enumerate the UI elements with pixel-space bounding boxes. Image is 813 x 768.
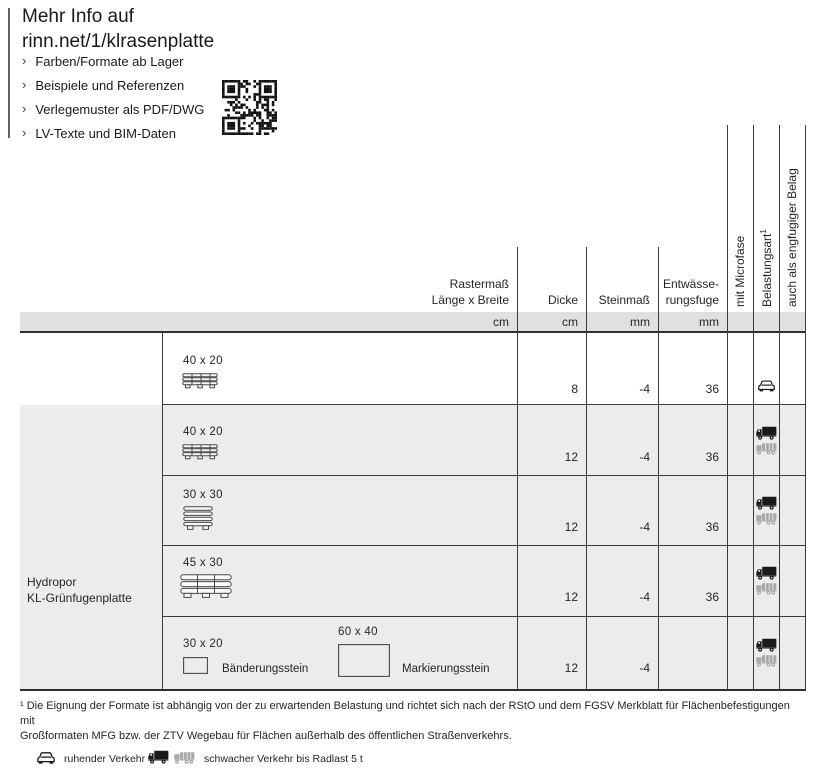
col-header-belastungsart bbox=[759, 229, 774, 307]
grass-grid-plate-icon bbox=[182, 373, 218, 389]
col-header-steinmass: Steinmaß bbox=[598, 293, 650, 307]
unit-rastermass: cm bbox=[493, 315, 509, 329]
truck-icon bbox=[756, 566, 777, 580]
format-label: 60 x 40 bbox=[338, 626, 378, 638]
qr-code bbox=[222, 80, 277, 135]
format-label: 45 x 30 bbox=[183, 557, 223, 569]
table-group-background bbox=[20, 405, 806, 689]
footnote-line1: ¹ Die Eignung der Formate ist abhängig von der zu erwartenden Belastung und richtet sich nach der RStO und dem FGSV Merkblatt für Flächenbefestigungen mit bbox=[20, 700, 790, 727]
chevron-right-icon: › bbox=[22, 101, 27, 116]
grass-grid-plate-icon bbox=[180, 574, 232, 602]
entwaesserungsfuge-value: 36 bbox=[705, 520, 719, 534]
stone-name: Markierungsstein bbox=[402, 663, 490, 675]
col-header-entwaesserungsfuge: Entwässe- bbox=[662, 277, 719, 291]
grass-grid-plate-icon bbox=[182, 444, 218, 460]
format-label: 30 x 20 bbox=[183, 638, 223, 650]
truck-gray-icon bbox=[174, 751, 195, 764]
info-accent-bar bbox=[8, 8, 10, 138]
steinmass-value: -4 bbox=[639, 450, 650, 464]
stone-name: Bänderungsstein bbox=[222, 663, 309, 675]
info-link-label: Beispiele und Referenzen bbox=[35, 78, 185, 93]
col-header-dicke: Dicke bbox=[547, 293, 578, 307]
chevron-right-icon: › bbox=[22, 77, 27, 92]
dicke-value: 12 bbox=[564, 661, 578, 675]
truck-icon bbox=[756, 638, 777, 652]
info-link-beispiele[interactable] bbox=[22, 77, 184, 94]
info-link-farben[interactable] bbox=[22, 53, 183, 70]
column-rule bbox=[727, 125, 728, 689]
car-icon bbox=[757, 379, 776, 393]
info-link-lvtexte[interactable] bbox=[22, 125, 176, 142]
truck-gray-icon bbox=[756, 442, 777, 455]
legend-label-ruhender-verkehr: ruhender Verkehr bbox=[64, 753, 146, 765]
info-link-label: Verlegemuster als PDF/DWG bbox=[35, 102, 205, 117]
column-rule bbox=[162, 333, 163, 689]
column-rule bbox=[753, 125, 754, 689]
footnote bbox=[20, 699, 806, 744]
legend-label-schwacher-verkehr: schwacher Verkehr bis Radlast 5 t bbox=[204, 753, 363, 765]
chevron-right-icon: › bbox=[22, 125, 27, 140]
footnote-line2: Großformaten MFG bzw. der ZTV Wegebau für Flächen außerhalb des öffentlichen Straßenverkehrs. bbox=[20, 730, 512, 742]
row-separator bbox=[162, 545, 806, 546]
format-label: 30 x 30 bbox=[183, 489, 223, 501]
steinmass-value: -4 bbox=[639, 661, 650, 675]
group-label-line1: Hydropor bbox=[27, 575, 77, 589]
info-title: Mehr Info auf bbox=[22, 6, 134, 27]
truck-icon bbox=[148, 750, 169, 764]
truck-icon bbox=[756, 496, 777, 510]
dicke-value: 12 bbox=[564, 590, 578, 604]
entwaesserungsfuge-value: 36 bbox=[705, 590, 719, 604]
col-header-mit-microfase: mit Microfase bbox=[733, 235, 747, 307]
col-header-rastermass-sub: Länge x Breite bbox=[431, 293, 509, 307]
dicke-value: 12 bbox=[564, 450, 578, 464]
col-header-engfugiger-belag: auch als engfugiger Belag bbox=[785, 168, 799, 307]
table-bottom-rule bbox=[20, 689, 806, 691]
belastungsart-footnote-marker: 1 bbox=[759, 229, 768, 234]
truck-icon bbox=[756, 426, 777, 440]
format-label: 40 x 20 bbox=[183, 426, 223, 438]
stone-rect-icon bbox=[183, 657, 208, 674]
column-rule bbox=[805, 125, 806, 689]
unit-entwaesserungsfuge: mm bbox=[699, 315, 719, 329]
info-link-label: Farben/Formate ab Lager bbox=[35, 54, 184, 69]
table-header-rule bbox=[20, 331, 806, 333]
info-url-link[interactable]: rinn.net/1/klrasenplatte bbox=[22, 31, 215, 52]
dicke-value: 12 bbox=[564, 520, 578, 534]
col-header-entwaesserungsfuge-sub: rungsfuge bbox=[665, 293, 719, 307]
row-separator bbox=[162, 404, 806, 405]
dicke-value: 8 bbox=[571, 382, 578, 396]
info-link-label: LV-Texte und BIM-Daten bbox=[35, 126, 177, 141]
steinmass-value: -4 bbox=[639, 590, 650, 604]
entwaesserungsfuge-value: 36 bbox=[705, 382, 719, 396]
col-header-rastermass: Rastermaß bbox=[449, 277, 509, 291]
row-separator bbox=[162, 475, 806, 476]
car-icon bbox=[36, 751, 56, 765]
truck-gray-icon bbox=[756, 512, 777, 525]
truck-gray-icon bbox=[756, 654, 777, 667]
row-separator bbox=[162, 616, 806, 617]
steinmass-value: -4 bbox=[639, 520, 650, 534]
unit-dicke: cm bbox=[562, 315, 578, 329]
belastungsart-label: Belastungsart bbox=[760, 233, 774, 307]
group-label bbox=[27, 574, 132, 606]
grass-grid-plate-icon bbox=[183, 506, 213, 534]
steinmass-value: -4 bbox=[639, 382, 650, 396]
truck-gray-icon bbox=[756, 582, 777, 595]
group-label-line2: KL-Grünfugenplatte bbox=[27, 591, 132, 605]
format-label: 40 x 20 bbox=[183, 355, 223, 367]
info-link-verlegemuster[interactable] bbox=[22, 101, 204, 118]
entwaesserungsfuge-value: 36 bbox=[705, 450, 719, 464]
unit-steinmass: mm bbox=[630, 315, 650, 329]
chevron-right-icon: › bbox=[22, 53, 27, 68]
column-rule bbox=[779, 125, 780, 689]
stone-rect-icon bbox=[338, 644, 390, 677]
